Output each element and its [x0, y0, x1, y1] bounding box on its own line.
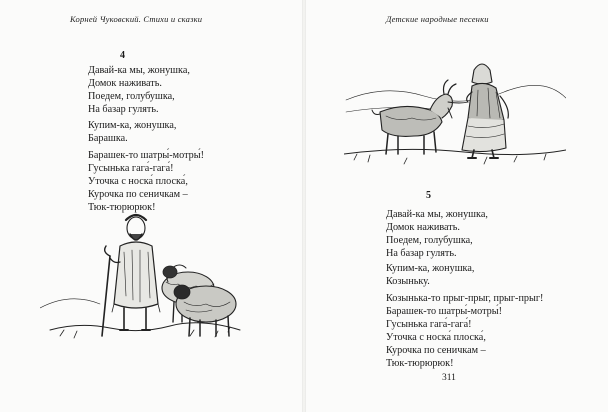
- stanza: Давай-ка мы, жонушка, Домок наживать. Поедем, голубушка, На базар гулять.: [386, 209, 488, 259]
- stanza: Барашек-то шатры́-мотры́! Гусынька гага́-гага́! Уточка с носка́ плоска́, Курочка по сеничкам – Тюк-тюрюрюк!: [88, 150, 204, 213]
- poem-number: 4: [120, 50, 125, 61]
- shepherd-with-sheep-illustration: [40, 212, 250, 348]
- stanza: Купим-ка, жонушка, Козыньку.: [386, 263, 475, 287]
- left-running-head: Корней Чуковский. Стихи и сказки: [70, 14, 203, 24]
- stanza: Давай-ка мы, жонушка, Домок наживать. Поедем, голубушка, На базар гулять.: [88, 65, 190, 115]
- stanza: Купим-ка, жонушка, Барашка.: [88, 120, 177, 144]
- woman-leading-goat-illustration: [344, 56, 566, 176]
- page-number: 311: [442, 373, 456, 383]
- right-running-head: Детские народные песенки: [386, 14, 489, 24]
- stanza: Козынька-то прыг-прыг, прыг-прыг! Барашек-то шатры́-мотры́! Гусынька гага́-гага́! Уточка с носка́ плоска́, Курочка по сеничкам – Тюк-тюрюрюк!: [386, 293, 544, 369]
- poem-number: 5: [426, 190, 431, 201]
